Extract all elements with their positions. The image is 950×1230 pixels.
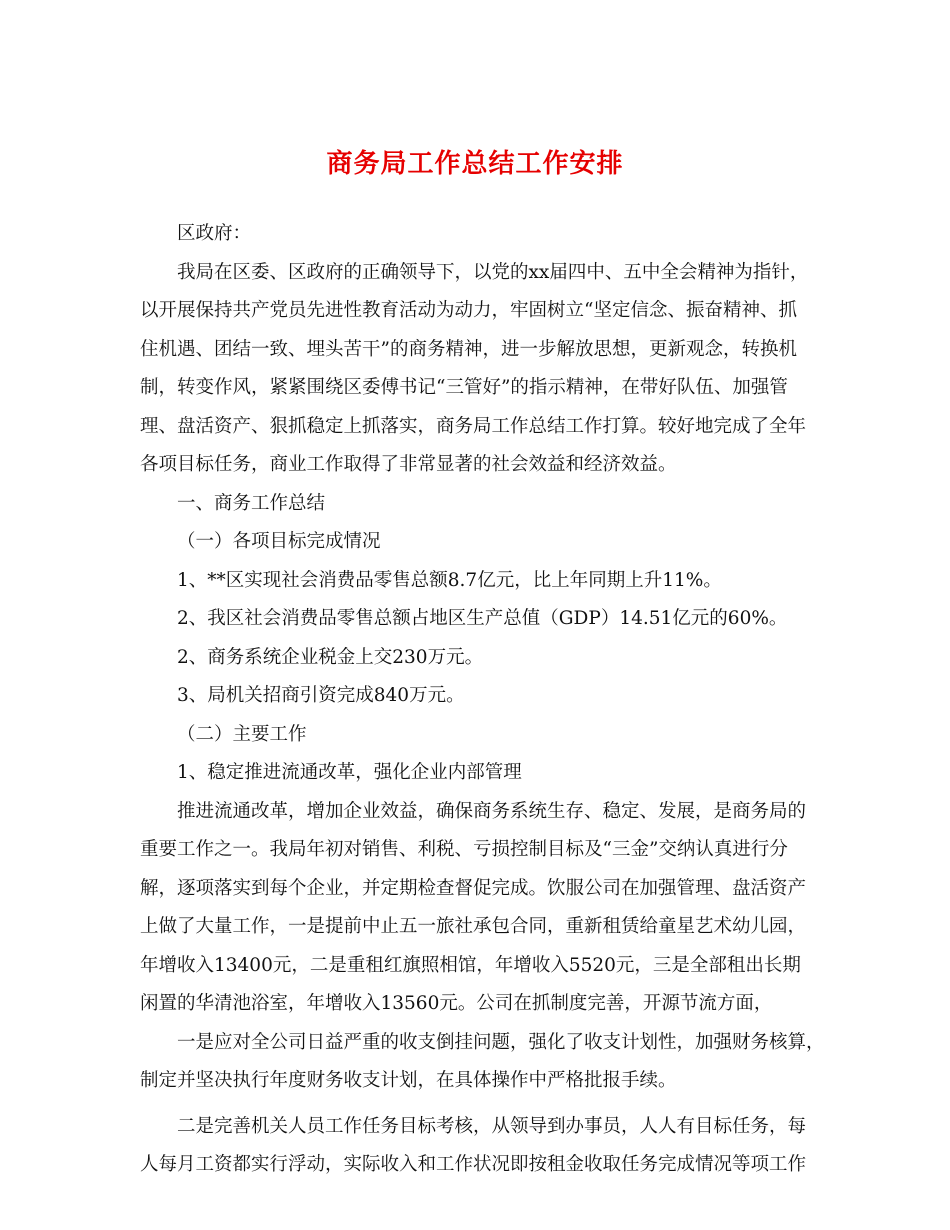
paragraph-line: 以开展保持共产党员先进性教育活动为动力，牢固树立“坚定信念、振奋精神、抓 bbox=[140, 300, 797, 321]
paragraph-line: 制定并坚决执行年度财务收支计划，在具体操作中严格批报手续。 bbox=[140, 1070, 677, 1091]
paragraph-line: 闲置的华清池浴室，年增收入13560元。公司在抓制度完善，开源节流方面， bbox=[140, 993, 773, 1014]
paragraph-line: 理、盘活资产、狠抓稳定上抓落实，商务局工作总结工作打算。较好地完成了全年 bbox=[140, 415, 807, 437]
paragraph-line: 二是完善机关人员工作任务目标考核，从领导到办事员，人人有目标任务，每 bbox=[177, 1115, 807, 1137]
paragraph-line: 人每月工资都实行浮动，实际收入和工作状况即按租金收取任务完成情况等项工作 bbox=[140, 1154, 807, 1175]
list-item: 3、局机关招商引资完成840万元。 bbox=[177, 685, 465, 706]
document-title: 商务局工作总结工作安排 bbox=[326, 149, 624, 179]
paragraph-line: 制，转变作风，紧紧围绕区委傅书记“三管好”的指示精神，在带好队伍、加强管 bbox=[140, 377, 788, 398]
paragraph-line: 一是应对全公司日益严重的收支倒挂问题，强化了收支计划性，加强财务核算， bbox=[177, 1031, 825, 1053]
list-item: 2、我区社会消费品零售总额占地区生产总值（GDP）14.51亿元的60%。 bbox=[177, 608, 788, 629]
paragraph-line: 住机遇、团结一致、埋头苦干”的商务精神，进一步解放思想，更新观念，转换机 bbox=[140, 338, 797, 360]
paragraph-line: 各项目标任务，商业工作取得了非常显著的社会效益和经济效益。 bbox=[140, 454, 677, 475]
paragraph-line: 上做了大量工作，一是提前中止五一旅社承包合同，重新租赁给童星艺术幼儿园， bbox=[140, 916, 807, 937]
subsection-heading: （二）主要工作 bbox=[177, 723, 307, 745]
paragraph-line: 我局在区委、区政府的正确领导下，以党的xx届四中、五中全会精神为指针， bbox=[177, 261, 809, 283]
subsection-heading: （一）各项目标完成情况 bbox=[177, 531, 381, 552]
paragraph-line: 重要工作之一。我局年初对销售、利税、亏损控制目标及“三金”交纳认真进行分 bbox=[140, 839, 788, 860]
list-item: 1、**区实现社会消费品零售总额8.7亿元，比上年同期上升11%。 bbox=[177, 569, 722, 591]
section-heading: 一、商务工作总结 bbox=[177, 492, 326, 514]
paragraph-line: 年增收入13400元，二是重租红旗照相馆，年增收入5520元，三是全部租出长期 bbox=[140, 954, 801, 976]
paragraph-line: 推进流通改革，增加企业效益，确保商务系统生存、稳定、发展，是商务局的 bbox=[177, 800, 807, 822]
item-heading: 1、稳定推进流通改革，强化企业内部管理 bbox=[177, 762, 522, 783]
list-item: 2、商务系统企业税金上交230万元。 bbox=[177, 646, 484, 668]
salutation: 区政府： bbox=[177, 223, 252, 244]
paragraph-line: 解，逐项落实到每个企业，并定期检查督促完成。饮服公司在加强管理、盘活资产 bbox=[140, 877, 807, 899]
document-body bbox=[140, 215, 825, 1185]
